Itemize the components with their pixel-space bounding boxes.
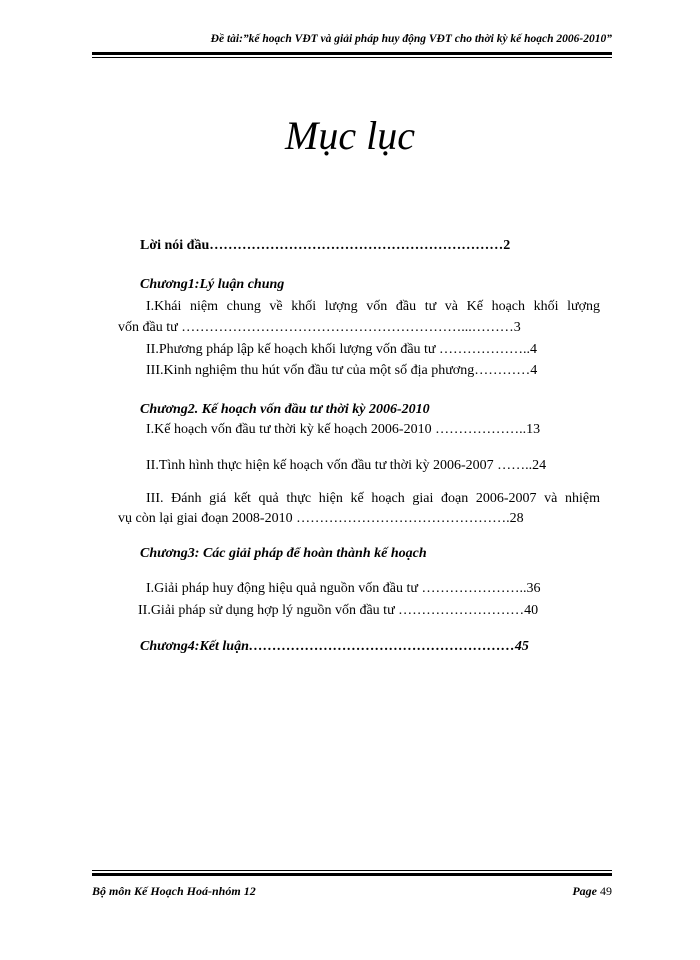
header-rule-thin	[92, 57, 612, 58]
toc-chapter2-heading: Chương2. Kế hoạch vốn đầu tư thời kỳ 2006-2010	[140, 402, 430, 417]
page-title: Mục lục	[285, 113, 415, 158]
toc-chapter2-item1: I.Kế hoạch vốn đầu tư thời kỳ kế hoạch 2006-2010 ………………..13	[146, 422, 541, 437]
toc-chapter3-item2: II.Giải pháp sử dụng hợp lý nguồn vốn đầu tư ………………………40	[138, 603, 539, 618]
footer-department: Bộ môn Kế Hoạch Hoá-nhóm 12	[92, 884, 256, 898]
page-label: Page	[572, 884, 597, 898]
toc-chapter1-item1-line1: I.Khái niệm chung về khối lượng vốn đầu tư và Kế hoạch khối lượng	[146, 299, 600, 314]
toc-chapter2-item2: II.Tình hình thực hiện kế hoạch vốn đầu tư thời kỳ 2006-2007 ……..24	[146, 458, 547, 473]
toc-chapter1-heading: Chương1:Lý luận chung	[140, 277, 285, 292]
toc-chapter2-item3-line2: vụ còn lại giai đoạn 2008-2010 ……………………………………….28	[118, 511, 524, 526]
toc-chapter1-item3: III.Kinh nghiệm thu hút vốn đầu tư của một số địa phương…………4	[146, 363, 538, 378]
footer-rule-thick	[92, 873, 612, 876]
page-number: 49	[600, 884, 612, 898]
toc-chapter3-heading: Chương3: Các giải pháp để hoàn thành kế hoạch	[140, 546, 427, 561]
header-rule-thick	[92, 52, 612, 55]
toc-chapter1-item1-line2: vốn đầu tư ……………………………………………………...………3	[118, 320, 521, 335]
toc-chapter4: Chương4:Kết luận…………………………………………………45	[140, 639, 529, 654]
footer-page	[572, 884, 612, 899]
toc-chapter3-item1: I.Giải pháp huy động hiệu quả nguồn vốn đầu tư …………………..36	[146, 581, 541, 596]
footer-rule-thin	[92, 870, 612, 871]
toc-chapter2-item3-line1: III. Đánh giá kết quả thực hiện kế hoạch giai đoạn 2006-2007 và nhiệm	[146, 491, 600, 506]
toc-intro: Lời nói đầu………………………………………………………2	[140, 238, 511, 253]
header-topic: Đề tài:”kế hoạch VĐT và giải pháp huy động VĐT cho thời kỳ kế hoạch 2006-2010”	[210, 33, 612, 45]
toc-chapter1-item2: II.Phương pháp lập kế hoạch khối lượng vốn đầu tư ………………..4	[146, 342, 538, 357]
